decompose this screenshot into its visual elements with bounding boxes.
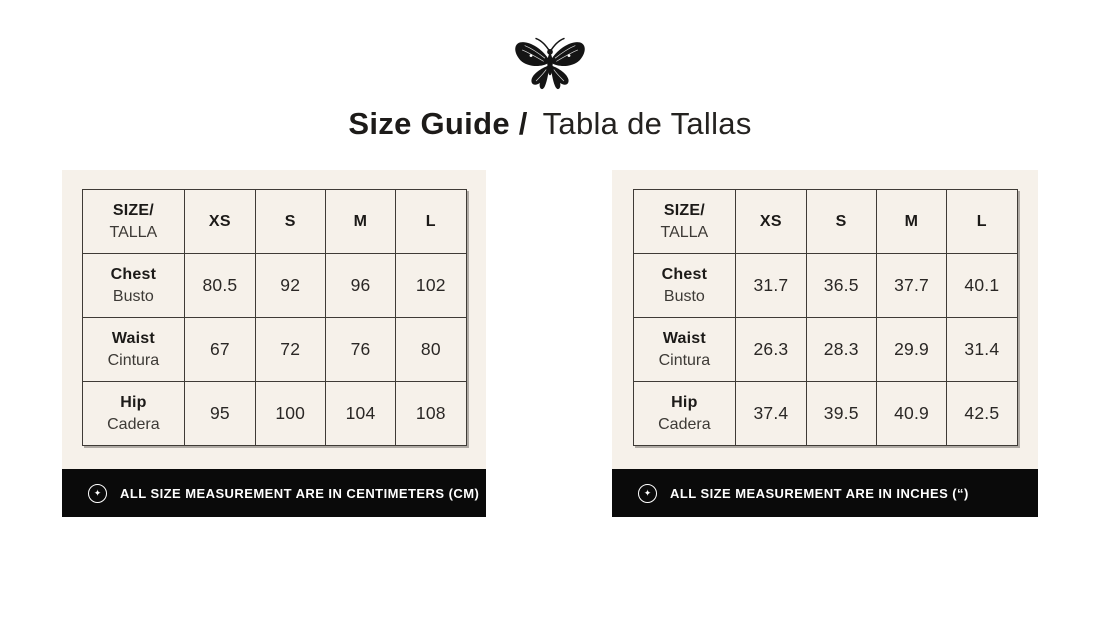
page-title-bold: Size Guide / bbox=[348, 106, 528, 141]
row-label-en: Hip bbox=[671, 393, 698, 411]
page-title bbox=[0, 105, 1100, 143]
size-table-inches bbox=[633, 189, 1018, 446]
size-col-xs: XS bbox=[185, 190, 255, 254]
row-label-es: Cintura bbox=[107, 351, 160, 369]
value-cell: 108 bbox=[396, 382, 466, 446]
value-cell: 100 bbox=[255, 382, 325, 446]
sparkle-icon bbox=[88, 484, 107, 503]
row-label-cell bbox=[633, 382, 736, 446]
header-label-es: TALLA bbox=[109, 223, 158, 241]
size-col-s: S bbox=[255, 190, 325, 254]
sparkle-icon bbox=[638, 484, 657, 503]
value-cell: 40.1 bbox=[947, 254, 1017, 318]
row-label-es: Cadera bbox=[658, 415, 711, 433]
table-row-chest bbox=[82, 254, 466, 318]
size-col-m: M bbox=[876, 190, 946, 254]
value-cell: 96 bbox=[325, 254, 395, 318]
value-cell: 40.9 bbox=[876, 382, 946, 446]
value-cell: 102 bbox=[396, 254, 466, 318]
value-cell: 95 bbox=[185, 382, 255, 446]
size-panel-centimeters bbox=[62, 170, 486, 517]
size-talla-header-cell bbox=[82, 190, 185, 254]
value-cell: 26.3 bbox=[736, 318, 806, 382]
size-col-l: L bbox=[947, 190, 1017, 254]
row-label-cell bbox=[633, 254, 736, 318]
unit-note-banner-inches bbox=[612, 469, 1038, 517]
value-cell: 67 bbox=[185, 318, 255, 382]
value-cell: 29.9 bbox=[876, 318, 946, 382]
size-col-xs: XS bbox=[736, 190, 806, 254]
size-talla-header-cell bbox=[633, 190, 736, 254]
size-col-s: S bbox=[806, 190, 876, 254]
row-label-cell bbox=[82, 254, 185, 318]
size-col-l: L bbox=[396, 190, 466, 254]
header-label-es: TALLA bbox=[660, 223, 709, 241]
table-row-hip bbox=[633, 382, 1017, 446]
value-cell: 31.4 bbox=[947, 318, 1017, 382]
size-panel-inches bbox=[612, 170, 1038, 517]
row-label-en: Waist bbox=[111, 329, 155, 347]
butterfly-logo-icon bbox=[512, 30, 588, 94]
value-cell: 72 bbox=[255, 318, 325, 382]
table-row-waist bbox=[82, 318, 466, 382]
table-header-row bbox=[633, 190, 1017, 254]
row-label-en: Chest bbox=[110, 265, 157, 283]
table-row-chest bbox=[633, 254, 1017, 318]
row-label-es: Cadera bbox=[107, 415, 160, 433]
row-label-es: Busto bbox=[112, 287, 154, 305]
unit-note-text: ALL SIZE MEASUREMENT ARE IN CENTIMETERS (CM) bbox=[120, 485, 480, 501]
unit-note-banner-cm bbox=[62, 469, 486, 517]
value-cell: 42.5 bbox=[947, 382, 1017, 446]
size-col-m: M bbox=[325, 190, 395, 254]
value-cell: 37.4 bbox=[736, 382, 806, 446]
table-header-row bbox=[82, 190, 466, 254]
row-label-cell bbox=[82, 318, 185, 382]
value-cell: 39.5 bbox=[806, 382, 876, 446]
header-label-en: SIZE/ bbox=[112, 201, 154, 219]
value-cell: 37.7 bbox=[876, 254, 946, 318]
row-label-es: Cintura bbox=[658, 351, 711, 369]
value-cell: 104 bbox=[325, 382, 395, 446]
row-label-es: Busto bbox=[663, 287, 705, 305]
row-label-en: Chest bbox=[661, 265, 708, 283]
table-row-waist bbox=[633, 318, 1017, 382]
value-cell: 36.5 bbox=[806, 254, 876, 318]
page-title-regular: Tabla de Tallas bbox=[542, 106, 752, 141]
value-cell: 80 bbox=[396, 318, 466, 382]
value-cell: 80.5 bbox=[185, 254, 255, 318]
value-cell: 31.7 bbox=[736, 254, 806, 318]
row-label-en: Hip bbox=[120, 393, 147, 411]
unit-note-text: ALL SIZE MEASUREMENT ARE IN INCHES (“) bbox=[670, 485, 969, 501]
value-cell: 92 bbox=[255, 254, 325, 318]
row-label-cell bbox=[82, 382, 185, 446]
value-cell: 28.3 bbox=[806, 318, 876, 382]
header-label-en: SIZE/ bbox=[663, 201, 705, 219]
row-label-cell bbox=[633, 318, 736, 382]
size-table-centimeters bbox=[82, 189, 467, 446]
row-label-en: Waist bbox=[662, 329, 706, 347]
table-row-hip bbox=[82, 382, 466, 446]
value-cell: 76 bbox=[325, 318, 395, 382]
